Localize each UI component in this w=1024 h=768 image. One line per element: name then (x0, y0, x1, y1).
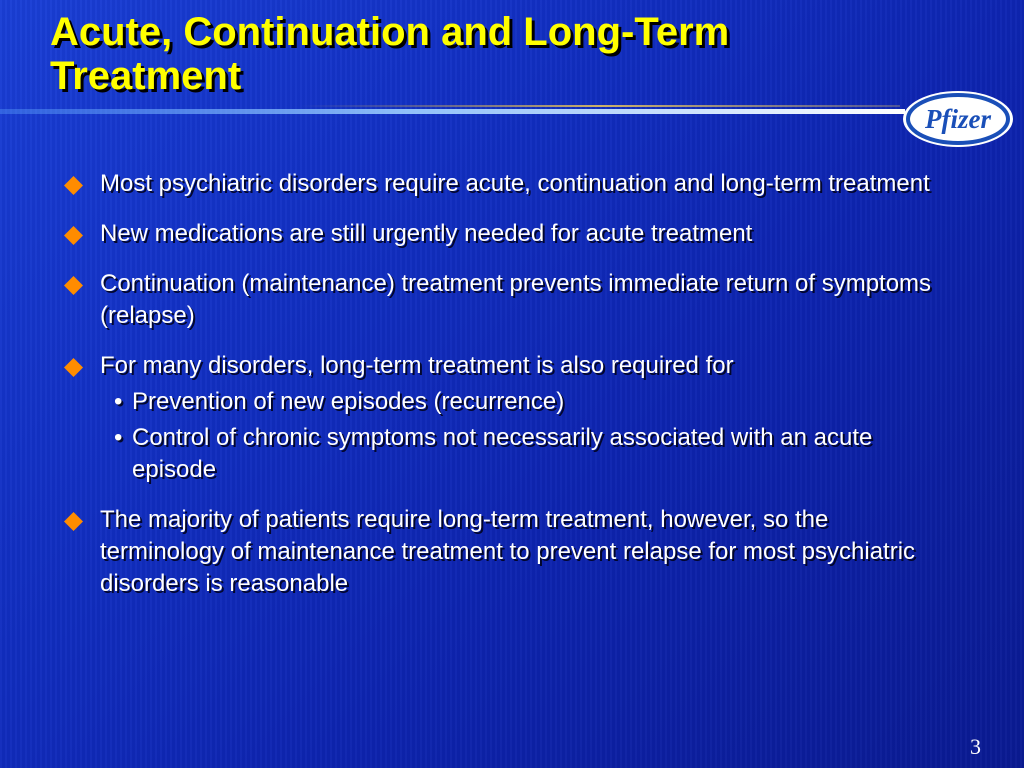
bullet-text: Continuation (maintenance) treatment prevents immediate return of symptoms (relapse) (100, 270, 932, 329)
sub-bullet-item (100, 386, 932, 418)
diamond-bullet-icon (64, 176, 83, 195)
sub-bullet-text: Control of chronic symptoms not necessarily associated with an acute episode (132, 424, 873, 483)
title-underline (0, 104, 905, 120)
dot-bullet-icon: • (114, 424, 123, 451)
bullet-item (62, 268, 932, 332)
pfizer-logo (900, 88, 1016, 150)
bullet-list (62, 168, 932, 600)
diamond-bullet-icon (64, 276, 83, 295)
bullet-item (62, 168, 932, 200)
bullet-item (62, 350, 932, 486)
slide-title: Acute, Continuation and Long-Term Treatment (50, 10, 730, 98)
diamond-bullet-icon (64, 358, 83, 377)
page-number: 3 (970, 734, 981, 759)
sub-bullet-list (100, 386, 932, 486)
bullet-item (62, 504, 932, 600)
bullet-text: New medications are still urgently needed for acute treatment (100, 220, 753, 247)
pfizer-logo-text: Pfizer (925, 104, 991, 134)
diamond-bullet-icon (64, 512, 83, 531)
dot-bullet-icon: • (114, 388, 123, 415)
diamond-bullet-icon (64, 226, 83, 245)
slide-body (62, 168, 932, 618)
bullet-item (62, 218, 932, 250)
sub-bullet-text: Prevention of new episodes (recurrence) (132, 388, 565, 415)
bullet-text: Most psychiatric disorders require acute, continuation and long-term treatment (100, 170, 930, 197)
bullet-text: The majority of patients require long-term treatment, however, so the terminology of maintenance treatment to prevent relapse for most psychiatric disorders is reasonable (100, 506, 916, 597)
bullet-text: For many disorders, long-term treatment is also required for (100, 352, 734, 379)
sub-bullet-item (100, 422, 932, 486)
